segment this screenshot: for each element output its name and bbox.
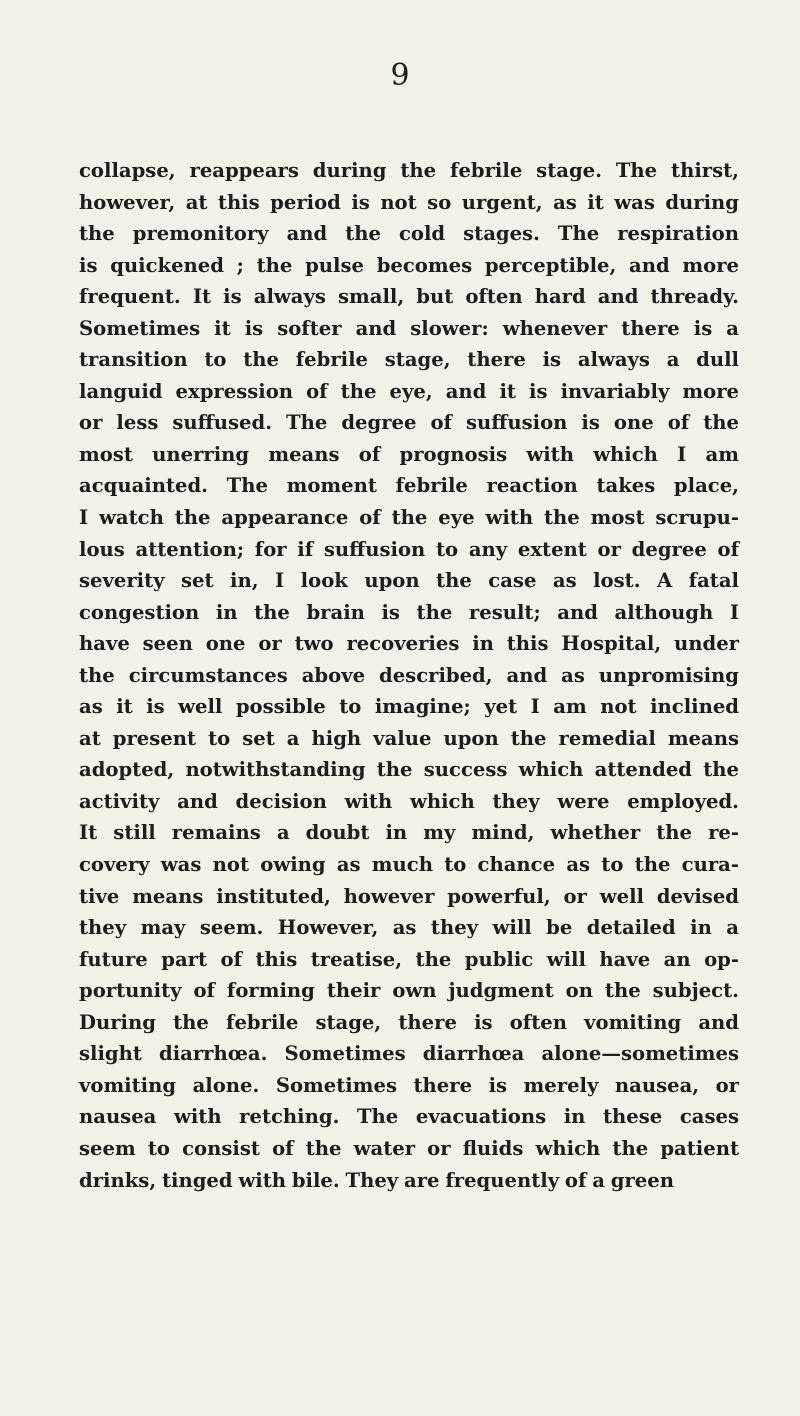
body-text <box>79 155 739 1196</box>
text-line: however, at this period is not so urgent, as it was during <box>79 190 739 214</box>
text-line: It still remains a doubt in my mind, whether the re- <box>79 821 739 845</box>
text-line: During the febrile stage, there is often vomiting and <box>79 1010 739 1034</box>
text-line: activity and decision with which they were employed. <box>79 789 739 813</box>
text-line: have seen one or two recoveries in this Hospital, under <box>79 632 739 656</box>
text-line: portunity of forming their own judgment on the subject. <box>79 979 739 1003</box>
text-line: vomiting alone. Sometimes there is merely nausea, or <box>79 1073 739 1097</box>
text-line: frequent. It is always small, but often hard and thready. <box>79 285 739 309</box>
text-line: or less suffused. The degree of suffusion is one of the <box>79 411 739 435</box>
text-line: languid expression of the eye, and it is invariably more <box>79 379 739 403</box>
text-line: nausea with retching. The evacuations in these cases <box>79 1105 739 1129</box>
text-line: congestion in the brain is the result; and although I <box>79 600 739 624</box>
text-line: future part of this treatise, the public will have an op- <box>79 947 739 971</box>
text-line: slight diarrhœa. Sometimes diarrhœa alone—sometimes <box>79 1042 739 1066</box>
text-line: drinks, tinged with bile. They are frequently of a green <box>79 1168 674 1192</box>
page-number: 9 <box>390 58 410 93</box>
text-line: is quickened ; the pulse becomes perceptible, and more <box>79 253 739 277</box>
text-line: acquainted. The moment febrile reaction takes place, <box>79 474 739 498</box>
text-line: severity set in, I look upon the case as lost. A fatal <box>79 569 739 593</box>
text-line: most unerring means of prognosis with which I am <box>79 442 739 466</box>
text-line: collapse, reappears during the febrile stage. The thirst, <box>79 159 739 182</box>
text-line: they may seem. However, as they will be detailed in a <box>79 916 739 940</box>
text-line: the circumstances above described, and as unpromising <box>79 663 739 687</box>
text-line: tive means instituted, however powerful, or well devised <box>79 884 739 908</box>
text-line: the premonitory and the cold stages. The respiration <box>79 222 739 246</box>
text-line: lous attention; for if suffusion to any extent or degree of <box>79 537 739 561</box>
text-line: I watch the appearance of the eye with the most scrupu- <box>79 506 739 530</box>
text-line: as it is well possible to imagine; yet I am not inclined <box>79 695 739 719</box>
text-line: adopted, notwithstanding the success which attended the <box>79 758 739 782</box>
text-line: at present to set a high value upon the remedial means <box>79 726 739 750</box>
text-line: Sometimes it is softer and slower: whenever there is a <box>79 316 739 340</box>
text-line: seem to consist of the water or fluids which the patient <box>79 1136 739 1160</box>
text-line: covery was not owing as much to chance as to the cura- <box>79 853 739 877</box>
text-line: transition to the febrile stage, there is always a dull <box>79 348 739 372</box>
